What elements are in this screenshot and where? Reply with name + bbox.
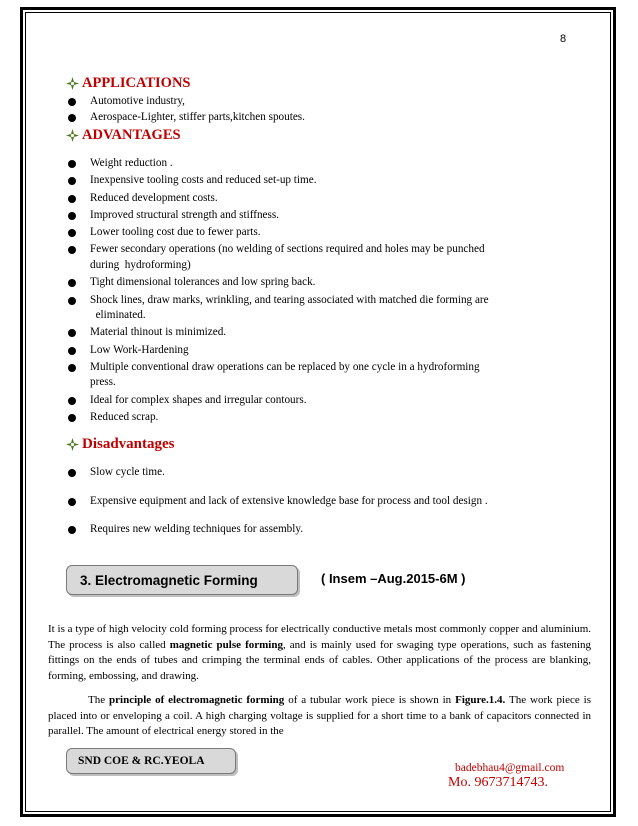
list-item [66,522,488,538]
paragraph-intro [48,622,591,684]
list-item [66,465,488,481]
paragraph-principle [48,693,591,740]
list-item-text: Reduced scrap. [90,411,159,424]
bullet-dot-icon [68,347,76,355]
section-title-box [66,565,298,595]
section-title: 3. Electromagnetic Forming [80,572,258,588]
list-item [66,325,489,341]
para1-bold-term: magnetic pulse forming [169,638,283,651]
para2-bold-principle: principle of electromagnetic forming [109,694,285,706]
list-item-text: Automotive industry, [90,95,185,107]
list-item-text: Material thinout is minimized. [90,326,227,339]
bullet-dot-icon [68,498,76,506]
list-item-text: eliminated. [90,309,146,322]
footer-mobile: Mo. 9673714743. [448,775,548,790]
list-item-text: Shock lines, draw marks, wrinkling, and tearing associated with matched die forming are [90,293,489,306]
list-item-text: Weight reduction . [90,157,173,169]
list-item-text: Fewer secondary operations (no welding of sections required and holes may be punched [90,243,485,256]
para2-text-mid: of a tubular work piece is shown in [284,694,456,706]
bullet-dot-icon [68,414,76,422]
list-item [66,343,489,359]
list-item-text: Low Work-Hardening [90,343,189,356]
para2-bold-figure: Figure.1.4. [455,694,506,706]
advantages-heading-text: ADVANTAGES [82,127,181,143]
diamond-bullet-icon [66,77,79,90]
list-item [66,494,488,510]
list-item [66,156,489,172]
bullet-dot-icon [68,195,76,203]
disadvantages-heading [66,436,175,453]
list-item-text: Tight dimensional tolerances and low spring back. [90,276,316,289]
list-item-text: Inexpensive tooling costs and reduced set-up time. [90,174,317,187]
bullet-dot-icon [68,177,76,185]
bullet-dot-icon [68,397,76,405]
list-item [66,275,489,291]
bullet-dot-icon [68,297,76,305]
list-item-text: Improved structural strength and stiffness. [90,208,280,221]
bullet-dot-icon [68,114,76,122]
footer-college: SND COE & RC.YEOLA [78,755,205,767]
diamond-bullet-icon [66,129,79,142]
exam-reference: ( Insem –Aug.2015-6M ) [321,571,466,586]
diamond-bullet-icon [66,438,79,451]
bullet-dot-icon [68,469,76,477]
list-item [66,94,305,110]
disadvantages-list [66,465,488,551]
para2-text-indent: The [88,694,110,706]
para2-text-post: The work piece is placed into or enveloping a coil. A high charging voltage is supplied for a short time to a bank of capacitors connected in parallel. The amount of electrical energy stored in the [48,694,591,738]
bullet-dot-icon [68,229,76,237]
applications-heading-text: APPLICATIONS [82,75,191,91]
list-item-text: Multiple conventional draw operations can be replaced by one cycle in a hydroforming [90,360,480,373]
list-item [66,410,489,426]
footer-college-box [66,748,236,774]
list-item-text: press. [90,376,116,389]
list-item [66,173,489,189]
applications-list [66,94,305,125]
list-item-text: Slow cycle time. [90,466,165,478]
list-item-text: Lower tooling cost due to fewer parts. [90,226,261,239]
bullet-dot-icon [68,212,76,220]
list-item [66,225,489,241]
bullet-dot-icon [68,246,76,254]
footer-email: badebhau4@gmail.com [455,762,565,774]
list-item-text: Expensive equipment and lack of extensive knowledge base for process and tool design . [90,494,488,507]
list-item-text: during hydroforming) [90,258,191,271]
bullet-dot-icon [68,364,76,372]
para1-text-pre: It is a type of high velocity cold forming process for electrically conductive metals most commonly copper and aluminium. The process is also called [48,623,591,651]
list-item [66,191,489,207]
list-item [66,110,305,126]
list-item [66,242,489,273]
advantages-heading [66,127,181,144]
list-item-text: Aerospace-Lighter, stiffer parts,kitchen spoutes. [90,110,305,123]
advantages-list [66,156,489,427]
para1-text-post: , and is mainly used for swaging type operations, such as fastening fittings on the ends of tubes and crimping the terminal ends of cables. Other applications of the process are blanking, forming, embossing, and drawing. [48,638,591,682]
bullet-dot-icon [68,279,76,287]
list-item [66,208,489,224]
list-item-text: Reduced development costs. [90,191,218,204]
list-item [66,393,489,409]
page-number: 8 [560,33,567,45]
applications-heading [66,75,191,92]
bullet-dot-icon [68,526,76,534]
list-item [66,360,489,391]
bullet-dot-icon [68,160,76,168]
list-item-text: Ideal for complex shapes and irregular contours. [90,393,307,406]
bullet-dot-icon [68,98,76,106]
list-item-text: Requires new welding techniques for assembly. [90,523,304,535]
list-item [66,293,489,324]
disadvantages-heading-text: Disadvantages [82,436,175,452]
bullet-dot-icon [68,329,76,337]
